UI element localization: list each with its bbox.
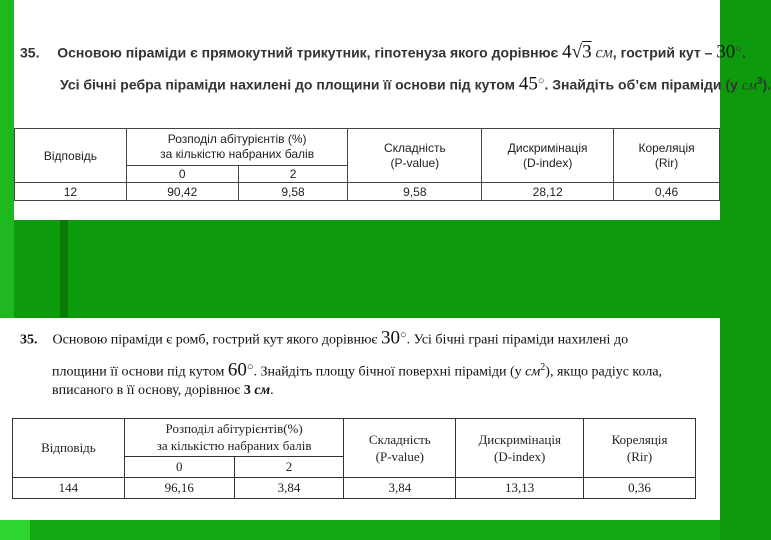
volume-exp: 3 [756, 76, 763, 87]
angle-label: , гострий кут – [612, 44, 713, 61]
header-correlation-line1: Кореляція [611, 432, 668, 447]
hypotenuse-radicand: 3 [582, 41, 592, 63]
bottom-light-block [0, 520, 30, 540]
bottom-green-band [0, 520, 720, 540]
cell-pct-2: 3,84 [234, 478, 344, 499]
degree-sign: ○ [399, 329, 407, 341]
header-discrimination-line1: Дискримінація [507, 140, 588, 155]
area-unit: см [525, 364, 541, 380]
table-row [13, 478, 696, 499]
problem2-text-line3: вписаного в її основу, дорівнює [52, 383, 241, 398]
header-difficulty [348, 129, 482, 183]
header-discrimination-line1: Дискримінація [478, 432, 561, 447]
problem2-line1-tail: . Усі бічні грані піраміди нахилені до [406, 332, 629, 348]
header-discrimination-line2: (D-index) [494, 449, 546, 464]
header-correlation-line2: (Rir) [626, 449, 653, 464]
header-distribution [124, 419, 344, 457]
radius-unit: см [254, 383, 271, 398]
header-answer: Відповідь [15, 129, 127, 183]
header-correlation [584, 419, 696, 478]
header-distribution [126, 129, 348, 166]
area-exp: 2 [540, 362, 546, 373]
cell-pct-0: 90,42 [126, 183, 238, 201]
incline-value: 45 [518, 73, 538, 95]
rhombus-angle: 30 [380, 327, 400, 349]
header-difficulty [344, 419, 456, 478]
header-correlation-line2: (Rir) [654, 155, 679, 170]
cell-rir: 0,36 [584, 478, 696, 499]
header-difficulty-line2: (P-value) [375, 449, 425, 464]
problem-panel-top [14, 0, 771, 220]
cell-answer: 144 [13, 478, 125, 499]
header-score-2: 2 [238, 166, 348, 183]
hypotenuse-coef: 4 [562, 41, 572, 63]
cell-rir: 0,46 [614, 183, 720, 201]
cell-pct-2: 9,58 [238, 183, 348, 201]
cell-p-value: 9,58 [348, 183, 482, 201]
degree-sign: ○ [246, 361, 254, 373]
problem1-text-line2: Усі бічні ребра піраміди нахилені до площини її основи під кутом [60, 76, 515, 93]
header-distribution-line1: Розподіл абітурієнтів (%) [167, 132, 307, 146]
stats-table-2 [12, 418, 696, 499]
problem2-line3-end: . [270, 383, 274, 398]
degree-sign: ○ [537, 75, 545, 87]
volume-close: ). [762, 76, 771, 93]
problem1-line2 [60, 70, 771, 98]
problem2-line3 [52, 380, 712, 402]
header-distribution-line2: за кількістю набраних балів [160, 147, 315, 161]
problem2-line1 [20, 324, 710, 352]
hypotenuse-unit: см [595, 44, 613, 62]
face-incline-value: 60 [227, 359, 247, 381]
volume-unit: см [741, 78, 757, 94]
header-difficulty-line1: Складність [368, 432, 431, 447]
header-discrimination-line2: (D-index) [522, 155, 573, 170]
radius-value: 3 [243, 383, 251, 398]
header-distribution-line2: за кількістю набраних балів [156, 438, 312, 454]
cell-pct-0: 96,16 [124, 478, 234, 499]
header-correlation-line1: Кореляція [638, 140, 695, 155]
problem-panel-bottom [0, 318, 720, 520]
header-difficulty-line2: (P-value) [390, 155, 440, 170]
header-correlation [614, 129, 720, 183]
problem2-line2-tail: . Знайдіть площу бічної поверхні піраміди (у [253, 364, 522, 380]
header-score-2: 2 [234, 456, 344, 477]
problem1-number: 35. [20, 44, 40, 61]
problem1-line2-tail: . Знайдіть об’єм піраміди (у [544, 76, 738, 93]
dark-green-stripe [60, 218, 68, 328]
header-difficulty-line1: Складність [383, 140, 446, 155]
header-score-0: 0 [126, 166, 238, 183]
header-discrimination [456, 419, 584, 478]
problem2-text-line2: площини її основи під кутом [52, 364, 225, 380]
cell-answer: 12 [15, 183, 127, 201]
header-score-0: 0 [124, 456, 234, 477]
problem2-text-line1: Основою піраміди є ромб, гострий кут якого дорівнює [52, 332, 378, 348]
problem1-text-line1: Основою піраміди є прямокутний трикутник, гіпотенуза якого дорівнює [57, 44, 559, 61]
sqrt-sign: √ [571, 41, 583, 63]
angle-value: 30 [716, 41, 736, 63]
cell-p-value: 3,84 [344, 478, 456, 499]
problem1-line1: 35. Основою піраміди є прямокутний трикутник, гіпотенуза якого дорівнює 4√3 см, гострий кут – 30○. [20, 41, 746, 63]
degree-sign: ○ [735, 43, 742, 55]
cell-d-index: 13,13 [456, 478, 584, 499]
header-distribution-line1: Розподіл абітурієнтів(%) [165, 421, 303, 437]
header-answer: Відповідь [13, 419, 125, 478]
problem2-number: 35. [20, 332, 38, 348]
problem2-line2-end: ), якщо радіус кола, [545, 364, 663, 380]
stats-table-1 [14, 128, 720, 201]
header-discrimination [482, 129, 614, 183]
cell-d-index: 28,12 [482, 183, 614, 201]
table-row [15, 183, 720, 201]
